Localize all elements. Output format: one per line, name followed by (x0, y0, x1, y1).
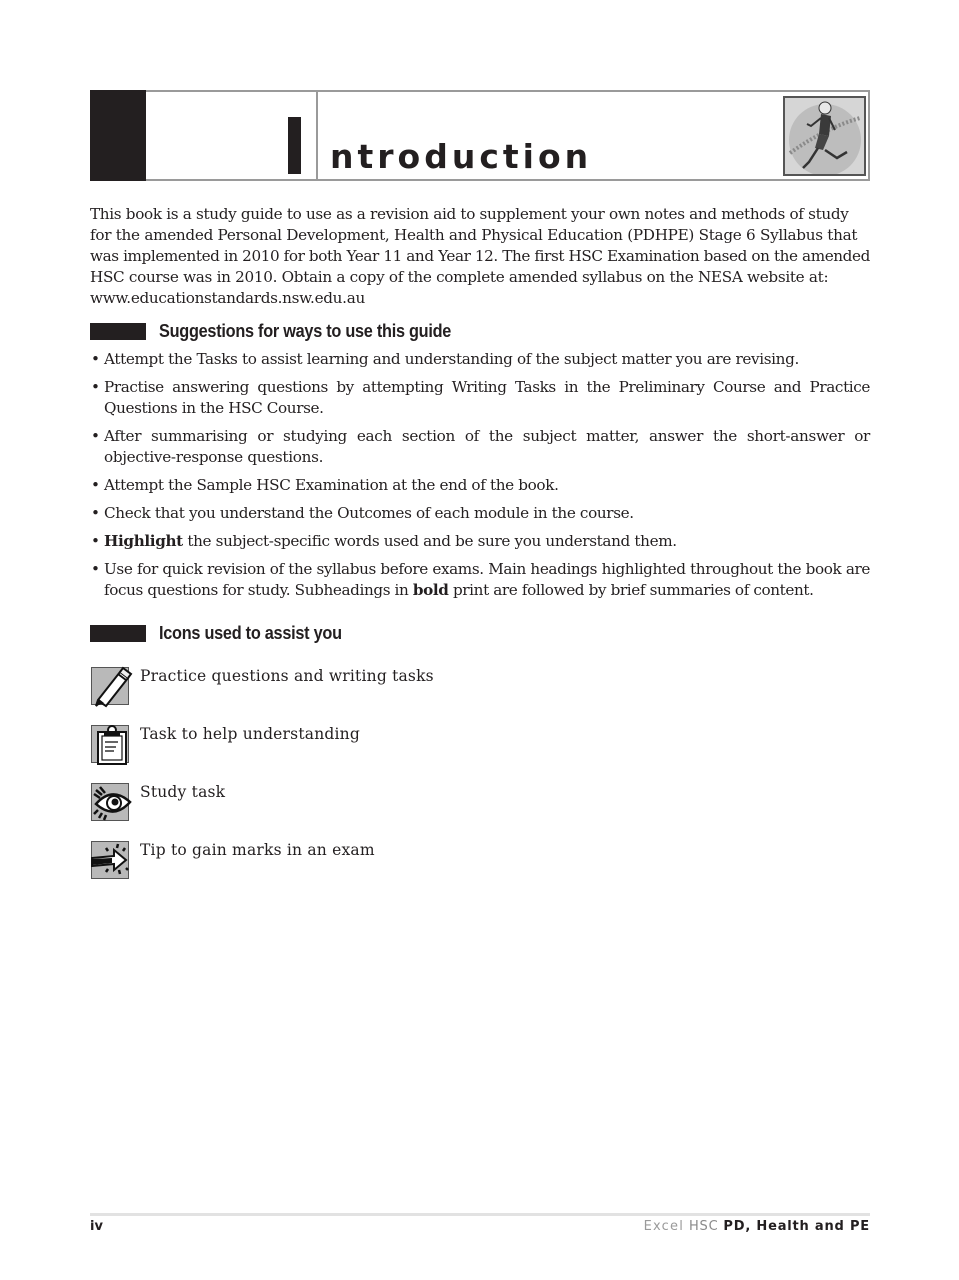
footer-book-title (644, 1219, 870, 1234)
list-item (90, 349, 870, 370)
bullet-icon: • (91, 378, 100, 396)
list-item-text: Attempt the Sample HSC Examination at the end of the book. (104, 476, 559, 494)
list-item (90, 475, 870, 496)
intro-line: This book is a study guide to use as a revision aid to supplement your own notes and methods of study (90, 205, 849, 223)
section-title: Suggestions for ways to use this guide (159, 320, 452, 341)
runner-illustration-icon (783, 96, 866, 176)
list-item-text: Attempt the Tasks to assist learning and understanding of the subject matter you are revising. (104, 350, 799, 368)
list-item (90, 531, 870, 552)
section-title: Icons used to assist you (159, 622, 342, 643)
list-item-text: Use for quick revision of the syllabus before exams. Main headings highlighted throughout the book are focus questions for study. Subheadings in (104, 560, 870, 599)
heading-bar (90, 625, 146, 642)
list-item-text: Check that you understand the Outcomes of each module in the course. (104, 504, 634, 522)
icon-label: Practice questions and writing tasks (140, 667, 434, 685)
brand-hsc: HSC (688, 1219, 719, 1234)
bullet-icon: • (91, 476, 100, 494)
list-item-text: After summarising or studying each section of the subject matter, answer the short-answer or objective-response questions. (104, 427, 870, 466)
title-divider (316, 90, 318, 181)
pencil-icon (91, 667, 129, 705)
heading-bar (90, 323, 146, 340)
intro-link-url[interactable]: www.educationstandards.nsw.edu.au (90, 289, 365, 307)
suggestions-list (90, 349, 870, 608)
list-item-text: print are followed by brief summaries of content. (448, 581, 814, 599)
bullet-icon: • (91, 560, 100, 578)
arrow-tip-icon (91, 841, 129, 879)
intro-line: for the amended Personal Development, Health and Physical Education (PDHPE) Stage 6 Syllabus that (90, 226, 858, 244)
list-item-bold: bold (412, 581, 449, 599)
clipboard-icon (91, 725, 129, 763)
footer-rule (90, 1213, 870, 1216)
list-item (90, 559, 870, 601)
list-item-text: the subject-specific words used and be sure you understand them. (182, 532, 677, 550)
title-initial-letter (288, 117, 301, 174)
icon-label: Tip to gain marks in an exam (140, 841, 375, 859)
list-item (90, 426, 870, 468)
icon-label: Study task (140, 783, 226, 801)
intro-line: HSC course was in 2010. Obtain a copy of the complete amended syllabus on the NESA website at: (90, 268, 829, 286)
bullet-icon: • (91, 504, 100, 522)
page-number: iv (90, 1219, 103, 1234)
intro-line: was implemented in 2010 for both Year 11 and Year 12. The first HSC Examination based on the amended (90, 247, 870, 265)
list-item (90, 377, 870, 419)
eye-icon (91, 783, 129, 821)
title-black-block (90, 90, 146, 181)
bullet-icon: • (91, 532, 100, 550)
intro-paragraph (90, 204, 870, 309)
list-item (90, 503, 870, 524)
list-item-bold: Highlight (104, 532, 183, 550)
page-title: ntroduction (330, 137, 593, 176)
icon-label: Task to help understanding (140, 725, 360, 743)
bullet-icon: • (91, 427, 100, 445)
brand-subject: PD, Health and PE (723, 1219, 870, 1234)
brand-excel: Excel (643, 1219, 685, 1234)
list-item-text: Practise answering questions by attempting Writing Tasks in the Preliminary Course and Practice Questions in the HSC Course. (104, 378, 870, 417)
bullet-icon: • (91, 350, 100, 368)
